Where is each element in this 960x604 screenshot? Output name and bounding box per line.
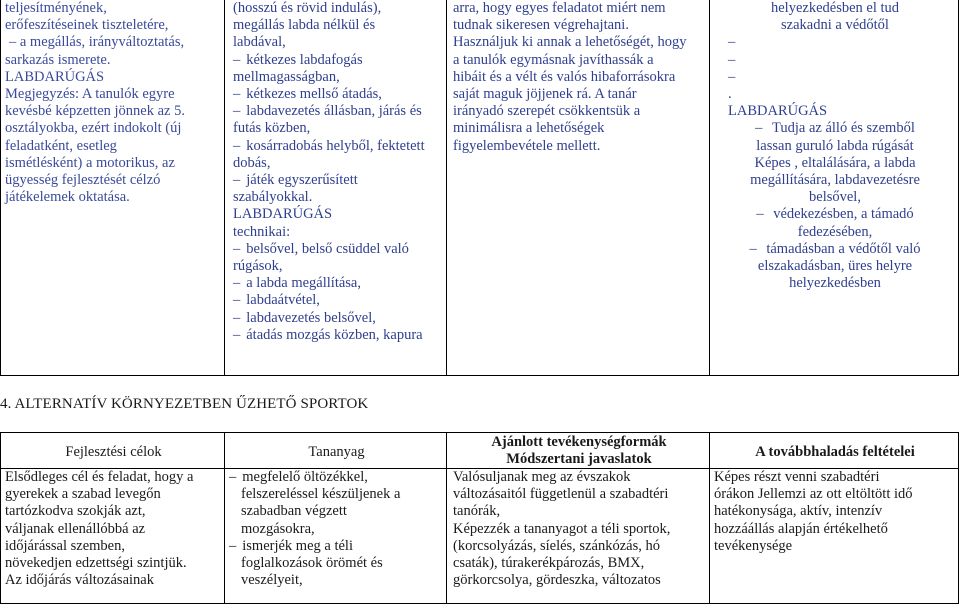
bottom-col-progression (710, 469, 959, 604)
text-line: (hosszú és rövid indulás), (233, 0, 382, 16)
dash-bullet: – (229, 537, 237, 554)
header-methods-text: Módszertani javaslatok (506, 451, 652, 467)
dash-bullet: – (233, 86, 241, 103)
text-line: órákon Jellemzi az ott eltöltött idő (714, 486, 913, 503)
text-line: görkorcsolya, gördeszka, változatos (453, 572, 661, 589)
dash-bullet: – (233, 137, 241, 154)
football-heading: LABDARÚGÁS (728, 103, 828, 120)
text-line: váljanak ellenállóbbá az (5, 520, 146, 537)
text-line: Képezzék a tananyagot a téli sportok, (453, 520, 671, 537)
header-development-goals-text: Fejlesztési célok (65, 444, 162, 460)
bottom-table (0, 432, 959, 604)
text-line: minimálisra a lehetőségek (453, 120, 605, 137)
text-line: szakadni a védőtől (781, 17, 889, 34)
text-line: Valósuljanak meg az évszakok (453, 469, 631, 485)
list-item (229, 292, 444, 309)
technique-label: technikai: (233, 223, 291, 240)
header-progression (710, 433, 959, 469)
text-line: feladatként, esetleg (5, 137, 117, 154)
text-line: osztályokba, ezért indokolt (új (5, 120, 182, 137)
top-col-material (225, 0, 447, 376)
requirement-line: – védekezésben, a támadó (756, 206, 914, 223)
list-item-text: a labda megállítása, (246, 275, 361, 292)
text-line: labdával, (233, 34, 286, 51)
list-item (229, 572, 444, 589)
header-material (225, 433, 447, 469)
text-line: tevékenysége (714, 537, 793, 554)
dash-bullet: – (233, 292, 241, 309)
text-line: a tanulók egymásnak javíthassák a (453, 51, 654, 68)
list-item (229, 258, 444, 275)
dash-bullet: – (233, 103, 241, 120)
dash-bullet: – (233, 326, 241, 343)
list-item-text: kétkezes mellső átadás, (246, 86, 382, 103)
top-col-methods (447, 0, 710, 376)
text-line: tudnak sikeresen végrehajtani. (453, 17, 629, 34)
requirement-line: – támadásban a védőtől való (749, 240, 921, 257)
dot-marker: . (728, 86, 732, 103)
list-item-text: szabályokkal. (233, 189, 313, 206)
list-item (229, 155, 444, 172)
bottom-col-goals (1, 469, 225, 604)
dash-bullet: – (233, 51, 241, 68)
text-line: tanórák, (453, 503, 501, 520)
list-item-text: futás közben, (233, 120, 311, 137)
requirement-line: fedezésében, (797, 223, 873, 240)
list-item (229, 69, 444, 86)
text-line: csaták), túrakerékpározás, BMX, (453, 555, 645, 572)
header-activities (447, 433, 710, 469)
list-item (229, 327, 444, 344)
text-line: Elsődleges cél és feladat, hogy a (5, 469, 194, 485)
dash-bullet: – (728, 51, 736, 68)
requirement-line: helyezkedésben (789, 275, 881, 292)
list-item (229, 241, 444, 258)
dash-bullet: – (749, 240, 761, 257)
requirement-line: – Tudja az álló és szemből (755, 120, 915, 137)
bottom-col-activities (447, 469, 710, 604)
list-item (229, 538, 444, 555)
list-item-text: szabadban végzett (241, 503, 347, 520)
dash-bullet: – (755, 120, 767, 137)
header-development-goals (1, 433, 225, 469)
list-item (229, 503, 444, 520)
text-line: hatékonysága, aktív, intenzív (714, 503, 883, 520)
text-line: időjárással szemben, (5, 537, 125, 554)
list-item-text: kétkezes labdafogás (246, 51, 363, 68)
list-item-text: kosárradobás helyből, fektetett (246, 137, 425, 154)
list-item-text: labdavezetés állásban, járás és (246, 103, 422, 120)
text-line: sarkazás ismerete. (5, 51, 111, 68)
text-line: gyerekek a szabad levegőn (5, 486, 161, 503)
list-item-text: dobás, (233, 154, 271, 171)
requirement-line: megállítására, labdavezetésre (750, 172, 920, 189)
dash-bullet: – (233, 172, 241, 189)
list-item (229, 521, 444, 538)
list-item (229, 52, 444, 69)
list-item (229, 275, 444, 292)
text-line: változásaitól függetlenül a szabadtéri (453, 486, 669, 503)
requirement-line: Képes , eltalálására, a labda (754, 154, 916, 171)
dash-bullet: – (233, 275, 241, 292)
list-item-text: belsővel, belső csüddel való (246, 240, 409, 257)
list-item-text: megfelelő öltözékkel, (242, 469, 368, 485)
text-line: ügyesség fejlesztését célzó (5, 172, 161, 189)
list-item (229, 189, 444, 206)
dash-bullet: – (728, 68, 736, 85)
text-line: tartózkodva szokják azt, (5, 503, 146, 520)
text-line: játékelemek oktatása. (5, 189, 130, 206)
list-item (229, 310, 444, 327)
requirement-line: elszakadásban, üres helyre (757, 258, 913, 275)
text-line: növekedjen edzettségi szintjük. (5, 555, 187, 572)
text-line: arra, hogy egyes feladatot miért nem (453, 0, 666, 16)
list-item-text: labdaátvétel, (246, 292, 320, 309)
text-line: hibáit és a vélt és valós hibaforrásokra (453, 68, 676, 85)
list-item (229, 86, 444, 103)
football-heading: LABDARÚGÁS (233, 206, 333, 223)
dash-bullet: – (756, 206, 768, 223)
requirement-line: belsővel, (809, 189, 861, 206)
text-line: Használjuk ki annak a lehetőségét, hogy (453, 34, 687, 51)
text-line: ismétlésként) a motorikus, az (5, 154, 175, 171)
list-item-text: labdavezetés belsővel, (246, 309, 376, 326)
text-line: Az időjárás változásainak (5, 572, 154, 589)
text-line: Megjegyzés: A tanulók egyre (5, 86, 175, 103)
list-item (229, 486, 444, 503)
text-line: Képes részt venni szabadtéri (714, 469, 880, 485)
list-item (229, 469, 444, 486)
top-col-development (1, 0, 225, 376)
bottom-col-material (225, 469, 447, 604)
text-line: kevésbé képzetten jönnek az 5. (5, 103, 185, 120)
text-line: erőfeszítéseinek tiszteletére, (5, 17, 169, 34)
dash-bullet: – (233, 240, 241, 257)
dash-bullet: – (229, 469, 237, 485)
list-item-text: veszélyeit, (241, 572, 303, 589)
dash-bullet: – (233, 309, 241, 326)
dash-bullet: – (728, 34, 736, 51)
text-line: figyelembevétele mellett. (453, 137, 601, 154)
text-line: megállás labda nélkül és (233, 17, 376, 34)
list-item (229, 172, 444, 189)
text-line: (korcsolyázás, síelés, szánkózás, hó (453, 537, 660, 554)
text-line: LABDARÚGÁS (5, 68, 105, 85)
header-material-text: Tananyag (308, 444, 365, 460)
text-line: hozzáállás alapján értékelhető (714, 520, 888, 537)
list-item (229, 555, 444, 572)
requirement-line: lassan guruló labda rúgását (756, 137, 914, 154)
text-line: teljesítményének, (5, 0, 107, 16)
list-item-text: rúgások, (233, 258, 283, 275)
section-title: 4. ALTERNATÍV KÖRNYEZETBEN ŰZHETŐ SPORTOK (0, 396, 369, 412)
list-item (229, 103, 444, 120)
text-line: saját maguk jöjjenek rá. A tanár (453, 86, 637, 103)
text-line: – a megállás, irányváltoztatás, (9, 34, 185, 51)
list-item-text: mozgásokra, (241, 520, 315, 537)
list-item (229, 138, 444, 155)
list-item-text: játék egyszerűsített (246, 172, 358, 189)
header-activities-text: Ajánlott tevékenységformák (491, 434, 667, 450)
list-item-text: mellmagasságban, (233, 68, 340, 85)
text-line: helyezkedésben el tud (770, 0, 900, 16)
header-progression-text: A továbbhaladás feltételei (755, 444, 915, 460)
text-line: irányadó szerepét csökkentsük a (453, 103, 641, 120)
top-col-requirements (710, 0, 959, 376)
list-item-text: foglalkozások örömét és (241, 555, 383, 572)
list-item-text: ismerjék meg a téli (242, 537, 353, 554)
list-item-text: felszereléssel készüljenek a (241, 486, 401, 503)
list-item (229, 120, 444, 137)
list-item-text: átadás mozgás közben, kapura (246, 326, 423, 343)
